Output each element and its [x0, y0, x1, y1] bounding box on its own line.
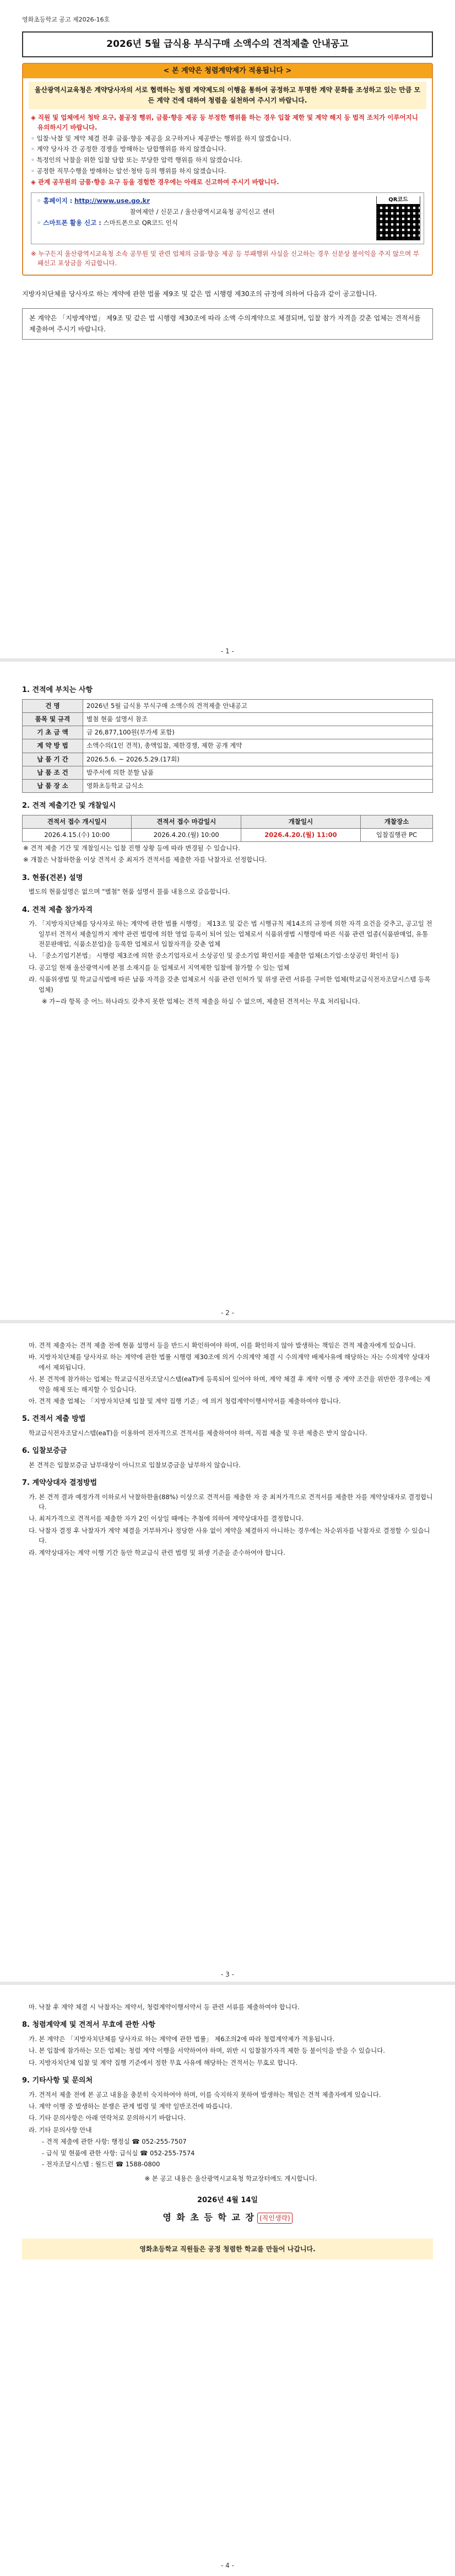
- integrity-rule: 가. 본 계약은 「지방자치단체를 당사자로 하는 계약에 관한 법률」 제6조의2에 따라 청렴계약제가 적용됩니다.: [29, 2035, 335, 2043]
- homepage-label: ◦ 홈페이지 :: [37, 196, 73, 205]
- issuer-name: 영 화 초 등 학 교 장: [162, 2212, 255, 2223]
- table-row: 납 품 조 건 발주서에 의한 분할 납품: [23, 766, 433, 779]
- table-row: 기 초 금 액 금 26,877,100원(부가세 포함): [23, 726, 433, 739]
- table-header-row: 견적서 접수 개시일시 견적서 접수 마감일시 개찰일시 개찰장소: [23, 815, 433, 828]
- integrity-contract-box: [22, 63, 433, 276]
- report-path: 참여제안 / 신문고 / 울산광역시교육청 공익신고 센터: [129, 207, 275, 216]
- eligibility-item: 라. 식품위생법 및 학교급식법에 따른 납품 자격을 갖춘 업체로서 식품 관련 인허가 및 위생 관련 서류를 구비한 업체(학교급식전자조달시스템 등록 업체): [29, 975, 431, 994]
- page-3: [0, 1323, 455, 1985]
- section-heading: 3. 현품(견본) 설명: [22, 873, 83, 882]
- page-1: [0, 0, 455, 662]
- qr-label: QR코드: [377, 196, 420, 204]
- section-heading: 8. 청렴계약제 및 견적서 무효에 관한 사항: [22, 2021, 156, 2030]
- schedule-note: ※ 개찰은 낙찰하한율 이상 견적서 중 최저가 견적서를 제출한 자를 낙찰자로 선정합니다.: [23, 856, 267, 864]
- table-row: 납 품 장 소 영화초등학교 급식소: [23, 780, 433, 793]
- qr-code-icon[interactable]: [376, 196, 420, 240]
- section-text: 학교급식전자조달시스템(eaT)을 이용하여 전자적으로 견적서를 제출하여야 하며, 직접 제출 및 우편 제출은 받지 않습니다.: [29, 1429, 367, 1437]
- integrity-intro: 울산광역시교육청은 계약당사자의 서로 협력하는 청렴 계약제도의 이행을 통하여 공정하고 투명한 계약 문화를 조성하고 있는 만큼 모든 계약 건에 대하여 청렴을 실천하여 주시기 바랍니다.: [29, 82, 426, 109]
- table-row: 2026.4.15.(수) 10:00 2026.4.20.(월) 10:00 2026.4.20.(월) 11:00 입찰집행관 PC: [23, 829, 433, 842]
- section-heading: 6. 입찰보증금: [22, 1447, 67, 1456]
- eligibility-item: 사. 본 견적에 참가하는 업체는 학교급식전자조달시스템(eaT)에 등록되어 있어야 하며, 계약 체결 후 계약 이행 중 계약 조건을 위반한 경우에는 계약을 해제 또는 해지할 수 있습니다.: [29, 1375, 430, 1393]
- section-heading: 9. 기타사항 및 문의처: [22, 2076, 93, 2085]
- closing-date: 2026년 4월 14일: [197, 2196, 258, 2204]
- seal-omitted: (직인생략): [257, 2213, 292, 2224]
- section-heading: 2. 견적 제출기간 및 개찰일시: [22, 802, 116, 811]
- section-heading: 5. 견적서 제출 방법: [22, 1415, 86, 1424]
- table-row: 납 품 기 간 2026.5.6. ~ 2026.5.29.(17회): [23, 753, 433, 766]
- section-heading: 1. 견적에 부치는 사항: [22, 686, 93, 694]
- lead-text: 지방자치단체를 당사자로 하는 계약에 관한 법률 제9조 및 같은 법 시행령 제30조의 규정에 의하여 다음과 같이 공고합니다.: [22, 290, 377, 298]
- eligibility-item: 아. 견적 제출 업체는 「지방자치단체 입찰 및 계약 집행 기준」에 의거 청렴계약이행서약서를 제출하여야 합니다.: [29, 1397, 341, 1405]
- table-row: 계 약 방 법 소액수의(1인 견적), 총액입찰, 제한경쟁, 제한 공개 계약: [23, 739, 433, 753]
- section-heading: 4. 견적 제출 참가자격: [22, 905, 93, 914]
- outline-box: 본 계약은 「지방계약법」 제9조 및 같은 법 시행령 제30조에 따라 소액 수의계약으로 체결되며, 입찰 참가 자격을 갖춘 업체는 견적서를 제출하여 주시기 바랍니다.: [22, 308, 433, 339]
- integrity-item: ◦ 공정한 직무수행을 방해하는 알선·청탁 등의 행위를 하지 않겠습니다.: [31, 167, 226, 175]
- section-text: 본 견적은 입찰보증금 납부대상이 아니므로 입찰보증금을 납부하지 않습니다.: [29, 1461, 241, 1469]
- page-number: - 1 -: [221, 647, 234, 655]
- page-number: - 2 -: [221, 1309, 234, 1317]
- integrity-item: ◈ 관계 공무원의 금품·향응 요구 등을 경험한 경우에는 아래로 신고하여 주시기 바랍니다.: [31, 178, 279, 186]
- integrity-item: ◦ 입찰·낙찰 및 계약 체결 전후 금품·향응 제공을 요구하거나 제공받는 행위를 하지 않겠습니다.: [31, 134, 291, 142]
- integrity-item: ◦ 특정인의 낙찰을 위한 입찰 담합 또는 부당한 압력 행위를 하지 않겠습니다.: [31, 156, 242, 164]
- integrity-warning: ※ 누구든지 울산광역시교육청 소속 공무원 및 관련 업체의 금품·향응 제공 등 부패행위 사실을 신고하는 경우 신분상 불이익을 주지 않으며 부패신고 포상금을 지급합니다.: [31, 249, 419, 267]
- integrity-rule: 다. 지방자치단체 입찰 및 계약 집행 기준에서 정한 무효 사유에 해당하는 견적서는 무효로 합니다.: [29, 2058, 298, 2067]
- award-item: 가. 본 견적 결과 예정가격 이하로서 낙찰하한율(88%) 이상으로 견적서를 제출한 자 중 최저가격으로 견적서를 제출한 자를 계약상대자로 결정합니다.: [29, 1493, 433, 1511]
- misc-item: 나. 계약 이행 중 발생하는 분쟁은 관계 법령 및 계약 일반조건에 따릅니다.: [29, 2102, 232, 2110]
- section-text: 별도의 현품설명은 없으며 "별첨" 현품 설명서 물품 내용으로 갈음합니다.: [29, 888, 230, 896]
- schedule-table: [22, 815, 433, 842]
- schedule-note: ※ 견적 제출 기간 및 개찰일시는 입찰 진행 상황 등에 따라 변경될 수 있습니다.: [23, 844, 241, 852]
- integrity-rule: 나. 본 입찰에 참가하는 모든 업체는 청렴 계약 이행을 서약하여야 하며, 위반 시 입찰참가자격 제한 등 불이익을 받을 수 있습니다.: [29, 2047, 385, 2055]
- mobile-desc: 스마트폰으로 QR코드 인식: [103, 219, 178, 227]
- misc-item: 다. 기타 문의사항은 아래 연락처로 문의하시기 바랍니다.: [29, 2114, 186, 2122]
- contact-line: - 전자조달시스템 : 월드런 ☎ 1588-0800: [42, 2160, 160, 2168]
- award-item: 다. 낙찰자 결정 후 낙찰자가 계약 체결을 거부하거나 정당한 사유 없이 계약을 체결하지 아니하는 경우에는 차순위자를 낙찰자로 결정할 수 있습니다.: [29, 1526, 430, 1545]
- eligibility-item: 바. 지방자치단체를 당사자로 하는 계약에 관한 법률 시행령 제30조에 의거 수의계약 체결 시 수의계약 배제사유에 해당하는 자는 수의계약 상대자에서 제외됩니다.: [29, 1353, 430, 1371]
- report-box: [31, 192, 424, 244]
- final-note: ※ 본 공고 내용은 울산광역시교육청 학교장터에도 게시합니다.: [144, 2175, 317, 2183]
- page-number: - 3 -: [221, 1971, 234, 1978]
- contact-line: - 견적 제출에 관한 사항: 행정실 ☎ 052-255-7507: [42, 2138, 187, 2146]
- table-row: 건 명 2026년 5월 급식용 부식구매 소액수의 견적제출 안내공고: [23, 699, 433, 712]
- page-number: - 4 -: [221, 2562, 234, 2569]
- page-2: [0, 662, 455, 1323]
- section-heading: 7. 계약상대자 결정방법: [22, 1479, 98, 1488]
- table-row: 품목 및 규격 별첨 현품 설명서 참조: [23, 712, 433, 726]
- closing-block: [22, 2195, 433, 2225]
- contacts-heading: 라. 기타 문의사항 안내: [29, 2126, 92, 2134]
- page-4: [0, 1985, 455, 2576]
- award-item: 마. 낙찰 후 계약 체결 시 낙찰자는 계약서, 청렴계약이행서약서 등 관련 서류를 제출하여야 합니다.: [29, 2003, 300, 2011]
- mobile-label: ◦ 스마트폰 활용 신고 :: [37, 219, 101, 227]
- eligibility-note: ※ 가~라 항목 중 어느 하나라도 갖추지 못한 업체는 견적 제출을 하실 수 없으며, 제출된 견적서는 무효 처리됩니다.: [42, 997, 360, 1005]
- homepage-link[interactable]: http://www.use.go.kr: [74, 196, 150, 205]
- eligibility-item: 나. 「중소기업기본법」 시행령 제3조에 의한 중소기업자로서 소상공인 및 중소기업 확인서를 제출한 업체(소기업·소상공인 확인서 등): [29, 952, 399, 960]
- eligibility-item: 다. 공고일 현재 울산광역시에 본점 소재지를 둔 업체로서 지역제한 입찰에 참가할 수 있는 업체: [29, 963, 290, 972]
- eligibility-item: 마. 견적 제출자는 견적 제출 전에 현품 설명서 등을 반드시 확인하여야 하며, 이를 확인하지 않아 발생하는 책임은 견적 제출자에게 있습니다.: [29, 1341, 416, 1349]
- award-item: 라. 계약상대자는 계약 이행 기간 동안 학교급식 관련 법령 및 위생 기준을 준수하여야 합니다.: [29, 1548, 285, 1557]
- bid-items-table: [22, 699, 433, 793]
- announcement-number: 영화초등학교 공고 제2026-16호: [22, 16, 110, 23]
- misc-item: 가. 견적서 제출 전에 본 공고 내용을 충분히 숙지하여야 하며, 이를 숙지하지 못하여 발생하는 책임은 견적 제출자에게 있습니다.: [29, 2090, 381, 2099]
- footer-slogan: 영화초등학교 직원들은 공정 청렴한 학교를 만들어 나갑니다.: [22, 2239, 433, 2260]
- integrity-header: < 본 계약은 청렴계약제가 적용됩니다 >: [23, 64, 432, 78]
- eligibility-item: 가. 「지방자치단체를 당사자로 하는 계약에 관한 법률 시행령」 제13조 및 같은 법 시행규칙 제14조의 규정에 의한 자격 요건을 갖추고, 공고일 전일부터 견적서 제출일까지 계약 관련 법령에 의한 영업 등록이 되어 있는 업체로서 식품위생법 시행령에 따른 식품 관련 업종(식품판매업, 유통전문판매업, 식품소분업)을 등록한 업체로서 입찰자격을 갖춘 업체: [29, 920, 432, 948]
- contact-line: - 급식 및 현품에 관한 사항: 급식실 ☎ 052-255-7574: [42, 2149, 195, 2157]
- integrity-item: ◈ 직원 및 업체에서 청탁 요구, 불공정 행위, 금품·향응 제공 등 부정한 행위를 하는 경우 입찰 제한 및 계약 해지 등 법적 조치가 이루어지니 유의하시기 바랍니다.: [31, 113, 418, 131]
- integrity-item: ◦ 계약 당사자 간 공정한 경쟁을 방해하는 담합행위를 하지 않겠습니다.: [31, 145, 226, 153]
- award-item: 나. 최저가격으로 견적서를 제출한 자가 2인 이상일 때에는 추첨에 의하여 계약상대자를 결정합니다.: [29, 1515, 304, 1523]
- document-title: 2026년 5월 급식용 부식구매 소액수의 견적제출 안내공고: [22, 31, 433, 58]
